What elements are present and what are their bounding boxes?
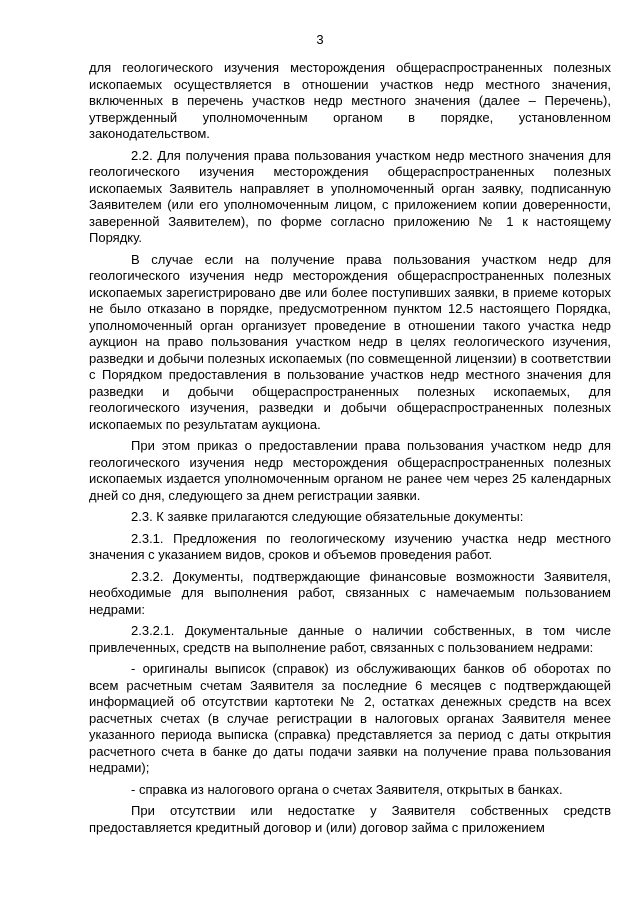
paragraph: При отсутствии или недостатке у Заявителя собственных средств предоставляется кредитный договор и (или) договор займа с приложением — [89, 803, 611, 835]
paragraph: для геологического изучения месторождения общераспространенных полезных ископаемых осуществляется в отношении участков недр местного значения, включенных в перечень участков недр местного значения (далее – Перечень), утвержденный уполномоченным органом в порядке, установленном законодательством. — [89, 60, 611, 141]
paragraph: В случае если на получение права пользования участком недр для геологического изучения недр месторождения общераспространенных полезных ископаемых зарегистрировано две или более поступивших заявки, в приеме которых не было отказано в порядке, предусмотренном пунктом 12.5 настоящего Порядка, уполномоченный орган организует проведение в отношении такого участка недр аукцион на право пользования участком недр в целях геологического изучения, разведки и добычи полезных ископаемых (по совмещенной лицензии) в соответствии с Порядком предоставления в пользование участков недр местного значения для разведки и добычи общераспространенных полезных ископаемых, для геологического изучения, разведки и добычи общераспространенных полезных ископаемых по результатам аукциона. — [89, 251, 611, 432]
paragraph: При этом приказ о предоставлении права пользования участком недр для геологического изучения недр месторождения общераспространенных полезных ископаемых издается уполномоченным органом не ранее чем через 25 календарных дней со дня, следующего за днем регистрации заявки. — [89, 438, 611, 503]
document-body — [89, 60, 611, 841]
paragraph: 2.3. К заявке прилагаются следующие обязательные документы: — [131, 509, 524, 524]
paragraph: 2.3.1. Предложения по геологическому изучению участка недр местного значения с указанием видов, сроков и объемов проведения работ. — [89, 530, 611, 562]
paragraph: - оригиналы выписок (справок) из обслуживающих банков об оборотах по всем расчетным счетам Заявителя за последние 6 месяцев с подтверждающей информацией об отсутствии картотеки № 2, остатках денежных средств на всех расчетных счетах (в случае регистрации в налоговых органах Заявителя менее указанного периода выписка (справка) представляется за период с даты открытия расчетного счета в банке до даты подачи заявки на получение права пользования недрами); — [89, 661, 611, 775]
page-number: 3 — [316, 32, 324, 47]
paragraph: - справка из налогового органа о счетах Заявителя, открытых в банках. — [131, 781, 563, 797]
paragraph: 2.3.2.1. Документальные данные о наличии собственных, в том числе привлеченных, средств на выполнение работ, связанных с пользованием недрами: — [89, 623, 611, 655]
paragraph: 2.3.2. Документы, подтверждающие финансовые возможности Заявителя, необходимые для выполнения работ, связанных с намечаемым пользованием недрами: — [89, 568, 611, 617]
paragraph: 2.2. Для получения права пользования участком недр местного значения для геологического изучения месторождения общераспространенных полезных ископаемых Заявитель направляет в уполномоченный орган заявку, подписанную Заявителем (или его уполномоченным лицом, с приложением копии доверенности, заверенной Заявителем), по форме согласно приложению № 1 к настоящему Порядку. — [89, 147, 611, 245]
